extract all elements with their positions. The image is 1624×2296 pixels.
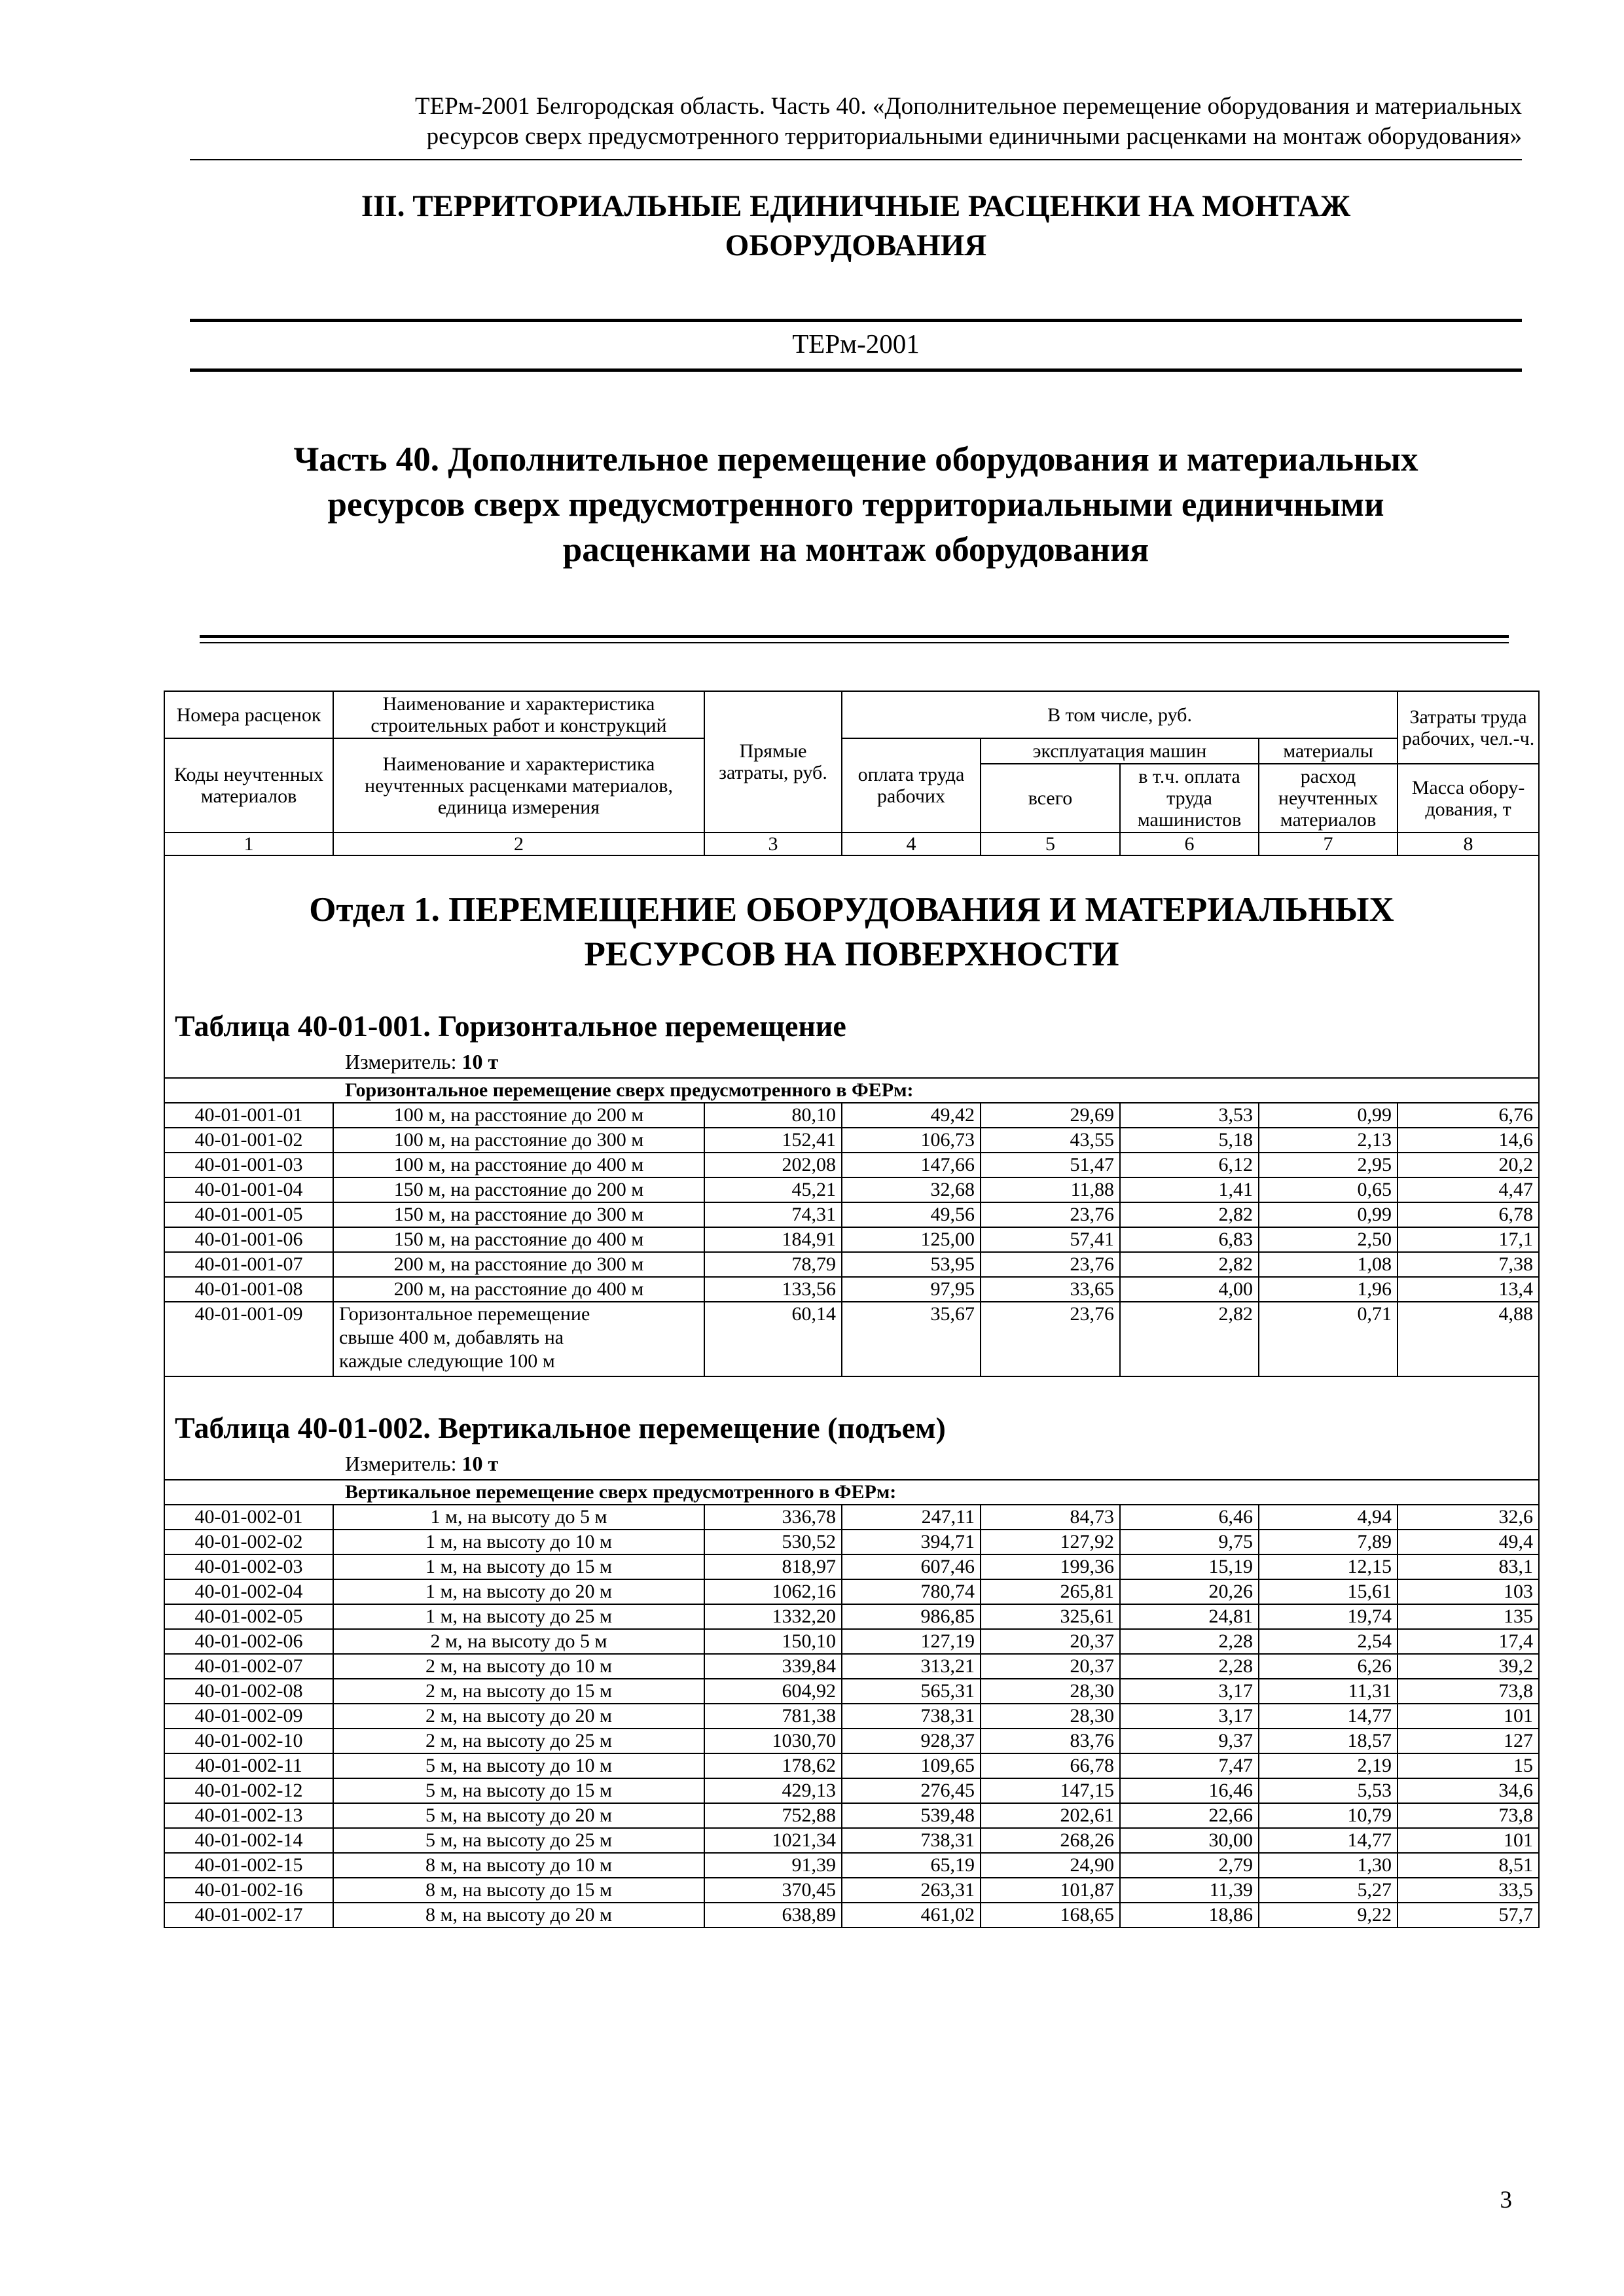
worker-pay-value: 109,65	[842, 1753, 981, 1778]
material-consumption-value: 0,65	[1259, 1177, 1398, 1202]
rate-name	[333, 1302, 704, 1376]
table-row	[164, 1828, 1539, 1853]
direct-costs-value: 638,89	[704, 1903, 842, 1928]
worker-pay-value: 738,31	[842, 1828, 981, 1853]
header-rate-numbers: Номера расценок	[164, 691, 333, 738]
labor-cost-value: 4,47	[1398, 1177, 1539, 1202]
running-header-line1: ТЕРм-2001 Белгородская область. Часть 40. «Дополнительное перемещение оборудования и материальных	[415, 93, 1522, 120]
rate-code: 40-01-002-04	[164, 1579, 333, 1604]
table-row	[164, 1629, 1539, 1654]
rate-name: 1 м, на высоту до 20 м	[333, 1579, 704, 1604]
material-consumption-value: 5,53	[1259, 1778, 1398, 1803]
direct-costs-value: 1062,16	[704, 1579, 842, 1604]
worker-pay-value: 127,19	[842, 1629, 981, 1654]
header-total: всего	[981, 764, 1120, 833]
operator-pay-value: 11,39	[1120, 1878, 1259, 1903]
rate-code: 40-01-001-05	[164, 1202, 333, 1227]
labor-cost-value: 33,5	[1398, 1878, 1539, 1903]
rate-name: 2 м, на высоту до 15 м	[333, 1679, 704, 1704]
material-consumption-value: 2,13	[1259, 1128, 1398, 1153]
table-row	[164, 1505, 1539, 1530]
worker-pay-value: 539,48	[842, 1803, 981, 1828]
column-number: 5	[981, 833, 1120, 855]
material-consumption-value: 2,50	[1259, 1227, 1398, 1252]
rate-name: 200 м, на расстояние до 300 м	[333, 1252, 704, 1277]
material-consumption-value: 15,61	[1259, 1579, 1398, 1604]
rate-name: 1 м, на высоту до 15 м	[333, 1554, 704, 1579]
header-materials: материалы	[1259, 738, 1398, 764]
rate-code: 40-01-002-12	[164, 1778, 333, 1803]
table-row	[164, 1704, 1539, 1729]
rate-name: 1 м, на высоту до 25 м	[333, 1604, 704, 1629]
rate-name: 1 м, на высоту до 10 м	[333, 1530, 704, 1554]
labor-cost-value: 4,88	[1398, 1302, 1539, 1376]
double-rule-thin	[200, 642, 1509, 643]
direct-costs-value: 339,84	[704, 1654, 842, 1679]
code-rule-bottom	[190, 368, 1522, 372]
operator-pay-value: 16,46	[1120, 1778, 1259, 1803]
worker-pay-value: 607,46	[842, 1554, 981, 1579]
direct-costs-value: 604,92	[704, 1679, 842, 1704]
worker-pay-value: 97,95	[842, 1277, 981, 1302]
table1-subheading: Горизонтальное перемещение сверх предусмотренного в ФЕРм:	[164, 1078, 1539, 1103]
direct-costs-value: 78,79	[704, 1252, 842, 1277]
machine-total-value: 51,47	[981, 1153, 1120, 1177]
page-number: 3	[1500, 2187, 1512, 2214]
direct-costs-value: 752,88	[704, 1803, 842, 1828]
section-title-line1: III. ТЕРРИТОРИАЛЬНЫЕ ЕДИНИЧНЫЕ РАСЦЕНКИ НА МОНТАЖ	[361, 189, 1351, 223]
rate-name: 2 м, на высоту до 20 м	[333, 1704, 704, 1729]
rate-code: 40-01-001-07	[164, 1252, 333, 1277]
rate-name: 1 м, на высоту до 5 м	[333, 1505, 704, 1530]
table-row	[164, 1153, 1539, 1177]
labor-cost-value: 7,38	[1398, 1252, 1539, 1277]
operator-pay-value: 2,82	[1120, 1202, 1259, 1227]
operator-pay-value: 1,41	[1120, 1177, 1259, 1202]
meter-value: 10 т	[461, 1050, 499, 1073]
part-title-line2: ресурсов сверх предусмотренного территориальными единичными	[327, 486, 1384, 524]
rate-code: 40-01-001-03	[164, 1153, 333, 1177]
direct-costs-value: 178,62	[704, 1753, 842, 1778]
direct-costs-value: 60,14	[704, 1302, 842, 1376]
rate-name: 2 м, на высоту до 10 м	[333, 1654, 704, 1679]
material-consumption-value: 1,08	[1259, 1252, 1398, 1277]
material-consumption-value: 19,74	[1259, 1604, 1398, 1629]
table-row	[164, 1604, 1539, 1629]
direct-costs-value: 370,45	[704, 1878, 842, 1903]
column-number: 1	[164, 833, 333, 855]
section-title-line2: ОБОРУДОВАНИЯ	[725, 228, 987, 262]
table1-meter	[165, 1045, 1538, 1077]
part-title	[196, 437, 1515, 573]
header-divider	[190, 159, 1522, 160]
material-consumption-value: 2,19	[1259, 1753, 1398, 1778]
operator-pay-value: 2,82	[1120, 1252, 1259, 1277]
worker-pay-value: 461,02	[842, 1903, 981, 1928]
rate-code: 40-01-001-04	[164, 1177, 333, 1202]
rate-name: 150 м, на расстояние до 400 м	[333, 1227, 704, 1252]
labor-cost-value: 6,76	[1398, 1103, 1539, 1128]
rate-name: 150 м, на расстояние до 300 м	[333, 1202, 704, 1227]
material-consumption-value: 1,96	[1259, 1277, 1398, 1302]
direct-costs-value: 150,10	[704, 1629, 842, 1654]
header-work-name: Наименование и характеристика строительных работ и конструкций	[333, 691, 704, 738]
machine-total-value: 57,41	[981, 1227, 1120, 1252]
direct-costs-value: 45,21	[704, 1177, 842, 1202]
direct-costs-value: 1021,34	[704, 1828, 842, 1853]
table-row	[164, 1853, 1539, 1878]
machine-total-value: 199,36	[981, 1554, 1120, 1579]
labor-cost-value: 39,2	[1398, 1654, 1539, 1679]
operator-pay-value: 9,37	[1120, 1729, 1259, 1753]
column-number: 2	[333, 833, 704, 855]
header-machine-operation: эксплуатация машин	[981, 738, 1259, 764]
machine-total-value: 325,61	[981, 1604, 1120, 1629]
operator-pay-value: 24,81	[1120, 1604, 1259, 1629]
labor-cost-value: 17,1	[1398, 1227, 1539, 1252]
worker-pay-value: 49,42	[842, 1103, 981, 1128]
machine-total-value: 268,26	[981, 1828, 1120, 1853]
material-consumption-value: 1,30	[1259, 1853, 1398, 1878]
rate-name: 8 м, на высоту до 15 м	[333, 1878, 704, 1903]
rate-name: 100 м, на расстояние до 400 м	[333, 1153, 704, 1177]
operator-pay-value: 6,12	[1120, 1153, 1259, 1177]
direct-costs-value: 91,39	[704, 1853, 842, 1878]
table2-subheading: Вертикальное перемещение сверх предусмотренного в ФЕРм:	[164, 1480, 1539, 1505]
direct-costs-value: 202,08	[704, 1153, 842, 1177]
labor-cost-value: 13,4	[1398, 1277, 1539, 1302]
table-row	[164, 1878, 1539, 1903]
rates-table	[164, 691, 1540, 1928]
double-rule-thick	[200, 635, 1509, 638]
header-material-consumption: расход неучтенных материалов	[1259, 764, 1398, 833]
labor-cost-value: 103	[1398, 1579, 1539, 1604]
operator-pay-value: 9,75	[1120, 1530, 1259, 1554]
running-header	[190, 92, 1522, 152]
worker-pay-value: 738,31	[842, 1704, 981, 1729]
labor-cost-value: 14,6	[1398, 1128, 1539, 1153]
division-title-line2: РЕСУРСОВ НА ПОВЕРХНОСТИ	[584, 935, 1119, 973]
part-title-line3: расценками на монтаж оборудования	[562, 531, 1149, 569]
operator-pay-value: 6,83	[1120, 1227, 1259, 1252]
code-label: ТЕРм-2001	[792, 329, 920, 359]
machine-total-value: 84,73	[981, 1505, 1120, 1530]
table-row	[164, 1530, 1539, 1554]
rate-name-line1: Горизонтальное перемещение	[339, 1303, 590, 1325]
table1-last-row	[164, 1302, 1539, 1376]
table-row	[164, 1679, 1539, 1704]
operator-pay-value: 3,53	[1120, 1103, 1259, 1128]
rate-code: 40-01-002-02	[164, 1530, 333, 1554]
worker-pay-value: 263,31	[842, 1878, 981, 1903]
division-title	[165, 856, 1538, 996]
rate-name-line2: свыше 400 м, добавлять на	[339, 1327, 564, 1348]
direct-costs-value: 530,52	[704, 1530, 842, 1554]
table-row	[164, 1302, 1539, 1376]
table2-rows	[164, 1505, 1539, 1928]
machine-total-value: 23,76	[981, 1252, 1120, 1277]
direct-costs-value: 74,31	[704, 1202, 842, 1227]
table-row	[164, 1128, 1539, 1153]
table-row	[164, 1778, 1539, 1803]
rate-name: 100 м, на расстояние до 300 м	[333, 1128, 704, 1153]
machine-total-value: 127,92	[981, 1530, 1120, 1554]
table-row	[164, 1729, 1539, 1753]
column-number: 6	[1120, 833, 1259, 855]
material-consumption-value: 6,26	[1259, 1654, 1398, 1679]
machine-total-value: 20,37	[981, 1654, 1120, 1679]
rate-code: 40-01-002-07	[164, 1654, 333, 1679]
rate-code: 40-01-001-08	[164, 1277, 333, 1302]
operator-pay-value: 3,17	[1120, 1679, 1259, 1704]
labor-cost-value: 135	[1398, 1604, 1539, 1629]
worker-pay-value: 49,56	[842, 1202, 981, 1227]
header-material-codes: Коды неучтенных материалов	[164, 738, 333, 833]
material-consumption-value: 2,95	[1259, 1153, 1398, 1177]
rate-name: 5 м, на высоту до 15 м	[333, 1778, 704, 1803]
machine-total-value: 28,30	[981, 1704, 1120, 1729]
header-worker-pay: оплата труда рабочих	[842, 738, 981, 833]
worker-pay-value: 313,21	[842, 1654, 981, 1679]
labor-cost-value: 57,7	[1398, 1903, 1539, 1928]
table2-meter	[165, 1446, 1538, 1479]
rate-code: 40-01-002-05	[164, 1604, 333, 1629]
operator-pay-value: 2,82	[1120, 1302, 1259, 1376]
rate-name: 2 м, на высоту до 5 м	[333, 1629, 704, 1654]
machine-total-value: 168,65	[981, 1903, 1120, 1928]
machine-total-value: 202,61	[981, 1803, 1120, 1828]
table-header	[164, 691, 1539, 855]
table-row	[164, 1103, 1539, 1128]
machine-total-value: 23,76	[981, 1202, 1120, 1227]
rate-code: 40-01-002-08	[164, 1679, 333, 1704]
material-consumption-value: 11,31	[1259, 1679, 1398, 1704]
machine-total-value: 66,78	[981, 1753, 1120, 1778]
table1-section	[164, 855, 1539, 1103]
rate-code: 40-01-002-11	[164, 1753, 333, 1778]
worker-pay-value: 35,67	[842, 1302, 981, 1376]
meter-label: Измеритель:	[345, 1452, 457, 1475]
table-row	[164, 1177, 1539, 1202]
rate-code: 40-01-002-14	[164, 1828, 333, 1853]
direct-costs-value: 336,78	[704, 1505, 842, 1530]
material-consumption-value: 0,71	[1259, 1302, 1398, 1376]
direct-costs-value: 818,97	[704, 1554, 842, 1579]
labor-cost-value: 15	[1398, 1753, 1539, 1778]
labor-cost-value: 6,78	[1398, 1202, 1539, 1227]
rate-name: 100 м, на расстояние до 200 м	[333, 1103, 704, 1128]
rate-code: 40-01-002-10	[164, 1729, 333, 1753]
header-labor-cost: Затраты труда рабочих, чел.-ч.	[1398, 691, 1539, 764]
labor-cost-value: 101	[1398, 1704, 1539, 1729]
worker-pay-value: 106,73	[842, 1128, 981, 1153]
table-row	[164, 1753, 1539, 1778]
machine-total-value: 101,87	[981, 1878, 1120, 1903]
rate-code: 40-01-001-06	[164, 1227, 333, 1252]
column-number: 3	[704, 833, 842, 855]
table-row	[164, 1903, 1539, 1928]
column-number: 8	[1398, 833, 1539, 855]
machine-total-value: 28,30	[981, 1679, 1120, 1704]
worker-pay-value: 147,66	[842, 1153, 981, 1177]
direct-costs-value: 80,10	[704, 1103, 842, 1128]
rate-name: 8 м, на высоту до 10 м	[333, 1853, 704, 1878]
table-row	[164, 1654, 1539, 1679]
direct-costs-value: 429,13	[704, 1778, 842, 1803]
rate-name: 8 м, на высоту до 20 м	[333, 1903, 704, 1928]
rate-code: 40-01-002-17	[164, 1903, 333, 1928]
operator-pay-value: 3,17	[1120, 1704, 1259, 1729]
rate-name: 5 м, на высоту до 10 м	[333, 1753, 704, 1778]
direct-costs-value: 1030,70	[704, 1729, 842, 1753]
material-consumption-value: 18,57	[1259, 1729, 1398, 1753]
machine-total-value: 43,55	[981, 1128, 1120, 1153]
table-row	[164, 1277, 1539, 1302]
header-including: В том числе, руб.	[842, 691, 1398, 738]
material-consumption-value: 14,77	[1259, 1704, 1398, 1729]
part-title-line1: Часть 40. Дополнительное перемещение оборудования и материальных	[293, 440, 1418, 478]
operator-pay-value: 15,19	[1120, 1554, 1259, 1579]
direct-costs-value: 184,91	[704, 1227, 842, 1252]
material-consumption-value: 12,15	[1259, 1554, 1398, 1579]
material-consumption-value: 10,79	[1259, 1803, 1398, 1828]
header-incl-operator-pay: в т.ч. оплата труда машинистов	[1120, 764, 1259, 833]
header-material-name: Наименование и характеристика неучтенных расценками материалов, единица измерения	[333, 738, 704, 833]
direct-costs-value: 133,56	[704, 1277, 842, 1302]
table1-title: Таблица 40-01-001. Горизонтальное перемещение	[175, 1009, 846, 1043]
rate-code: 40-01-002-15	[164, 1853, 333, 1878]
column-numbers-row	[164, 833, 1539, 855]
direct-costs-value: 1332,20	[704, 1604, 842, 1629]
rate-name: 5 м, на высоту до 25 м	[333, 1828, 704, 1853]
section-title	[190, 187, 1522, 265]
rate-code: 40-01-001-09	[164, 1302, 333, 1376]
rate-name: 200 м, на расстояние до 400 м	[333, 1277, 704, 1302]
division-block	[164, 855, 1539, 1078]
rate-name-line3: каждые следующие 100 м	[339, 1350, 555, 1372]
labor-cost-value: 73,8	[1398, 1803, 1539, 1828]
machine-total-value: 265,81	[981, 1579, 1120, 1604]
material-consumption-value: 7,89	[1259, 1530, 1398, 1554]
worker-pay-value: 32,68	[842, 1177, 981, 1202]
operator-pay-value: 20,26	[1120, 1579, 1259, 1604]
operator-pay-value: 7,47	[1120, 1753, 1259, 1778]
header-equipment-mass: Масса обору-дования, т	[1398, 764, 1539, 833]
table-row	[164, 1579, 1539, 1604]
material-consumption-value: 5,27	[1259, 1878, 1398, 1903]
division-title-line1: Отдел 1. ПЕРЕМЕЩЕНИЕ ОБОРУДОВАНИЯ И МАТЕРИАЛЬНЫХ	[309, 891, 1394, 929]
table-row	[164, 1202, 1539, 1227]
rate-code: 40-01-001-02	[164, 1128, 333, 1153]
operator-pay-value: 30,00	[1120, 1828, 1259, 1853]
meter-label: Измеритель:	[345, 1050, 457, 1073]
labor-cost-value: 83,1	[1398, 1554, 1539, 1579]
operator-pay-value: 4,00	[1120, 1277, 1259, 1302]
operator-pay-value: 5,18	[1120, 1128, 1259, 1153]
operator-pay-value: 22,66	[1120, 1803, 1259, 1828]
rate-name: 150 м, на расстояние до 200 м	[333, 1177, 704, 1202]
worker-pay-value: 394,71	[842, 1530, 981, 1554]
operator-pay-value: 2,79	[1120, 1853, 1259, 1878]
machine-total-value: 23,76	[981, 1302, 1120, 1376]
table2-section	[164, 1376, 1539, 1505]
machine-total-value: 147,15	[981, 1778, 1120, 1803]
operator-pay-value: 6,46	[1120, 1505, 1259, 1530]
column-number: 7	[1259, 833, 1398, 855]
machine-total-value: 20,37	[981, 1629, 1120, 1654]
worker-pay-value: 247,11	[842, 1505, 981, 1530]
column-number: 4	[842, 833, 981, 855]
machine-total-value: 33,65	[981, 1277, 1120, 1302]
labor-cost-value: 49,4	[1398, 1530, 1539, 1554]
rate-name: 2 м, на высоту до 25 м	[333, 1729, 704, 1753]
rate-code: 40-01-002-13	[164, 1803, 333, 1828]
header-direct-costs: Прямые затраты, руб.	[704, 691, 842, 833]
running-header-line2: ресурсов сверх предусмотренного территориальными единичными расценками на монтаж оборудования»	[426, 123, 1522, 150]
labor-cost-value: 34,6	[1398, 1778, 1539, 1803]
rate-code: 40-01-002-09	[164, 1704, 333, 1729]
meter-value: 10 т	[461, 1452, 499, 1475]
operator-pay-value: 18,86	[1120, 1903, 1259, 1928]
operator-pay-value: 2,28	[1120, 1654, 1259, 1679]
material-consumption-value: 9,22	[1259, 1903, 1398, 1928]
labor-cost-value: 17,4	[1398, 1629, 1539, 1654]
direct-costs-value: 781,38	[704, 1704, 842, 1729]
table1-rows	[164, 1103, 1539, 1302]
material-consumption-value: 0,99	[1259, 1103, 1398, 1128]
worker-pay-value: 986,85	[842, 1604, 981, 1629]
worker-pay-value: 565,31	[842, 1679, 981, 1704]
code-rule-top	[190, 319, 1522, 322]
direct-costs-value: 152,41	[704, 1128, 842, 1153]
machine-total-value: 11,88	[981, 1177, 1120, 1202]
material-consumption-value: 0,99	[1259, 1202, 1398, 1227]
table-row	[164, 1227, 1539, 1252]
worker-pay-value: 780,74	[842, 1579, 981, 1604]
rate-name: 5 м, на высоту до 20 м	[333, 1803, 704, 1828]
machine-total-value: 29,69	[981, 1103, 1120, 1128]
table-row	[164, 1803, 1539, 1828]
worker-pay-value: 928,37	[842, 1729, 981, 1753]
labor-cost-value: 101	[1398, 1828, 1539, 1853]
worker-pay-value: 276,45	[842, 1778, 981, 1803]
material-consumption-value: 4,94	[1259, 1505, 1398, 1530]
worker-pay-value: 65,19	[842, 1853, 981, 1878]
labor-cost-value: 73,8	[1398, 1679, 1539, 1704]
operator-pay-value: 2,28	[1120, 1629, 1259, 1654]
labor-cost-value: 127	[1398, 1729, 1539, 1753]
labor-cost-value: 20,2	[1398, 1153, 1539, 1177]
worker-pay-value: 125,00	[842, 1227, 981, 1252]
material-consumption-value: 2,54	[1259, 1629, 1398, 1654]
table2-title: Таблица 40-01-002. Вертикальное перемещение (подъем)	[175, 1411, 946, 1444]
labor-cost-value: 8,51	[1398, 1853, 1539, 1878]
table2-title-block	[164, 1376, 1539, 1480]
rate-code: 40-01-001-01	[164, 1103, 333, 1128]
labor-cost-value: 32,6	[1398, 1505, 1539, 1530]
table-row	[164, 1252, 1539, 1277]
table-row	[164, 1554, 1539, 1579]
rate-code: 40-01-002-06	[164, 1629, 333, 1654]
rate-code: 40-01-002-16	[164, 1878, 333, 1903]
rate-code: 40-01-002-01	[164, 1505, 333, 1530]
material-consumption-value: 14,77	[1259, 1828, 1398, 1853]
machine-total-value: 83,76	[981, 1729, 1120, 1753]
worker-pay-value: 53,95	[842, 1252, 981, 1277]
rate-code: 40-01-002-03	[164, 1554, 333, 1579]
machine-total-value: 24,90	[981, 1853, 1120, 1878]
